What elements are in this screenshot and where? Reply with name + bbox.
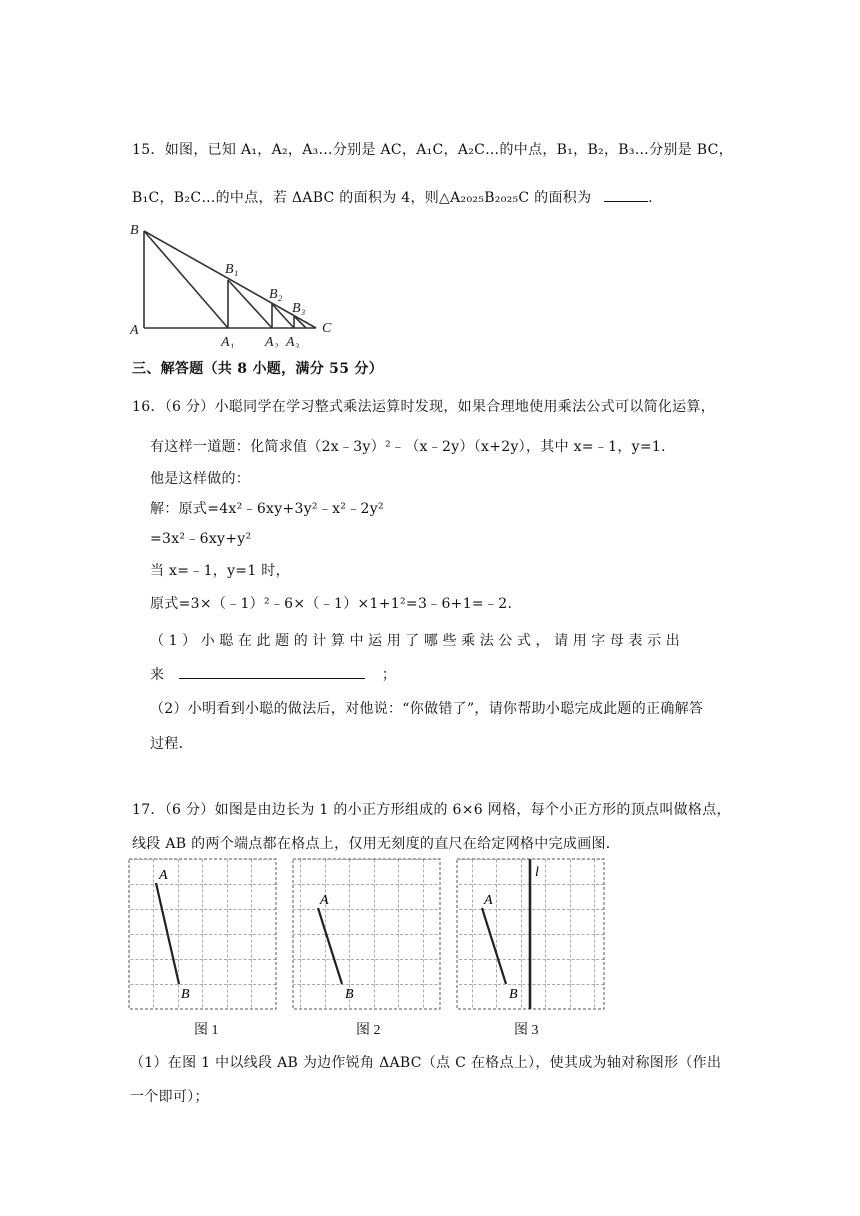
fig-label-c: C <box>322 321 332 336</box>
q17-part1-line2: 一个即可）； <box>130 1089 209 1105</box>
grid-figure-2 <box>293 859 440 1009</box>
q16-line6: 当 x=﹣1，y=1 时， <box>150 563 290 579</box>
fig3-caption: 图 3 <box>514 1023 539 1038</box>
q15-answer-blank[interactable] <box>604 187 648 202</box>
q15-triangle-figure <box>126 218 336 348</box>
grid2-label-a: A <box>320 893 329 908</box>
q16-line9-end: ； <box>381 667 397 683</box>
q16-line8: （1）小聪在此题的计算中运用了哪些乘法公式，请用字母表示出 <box>150 633 685 649</box>
fig2-caption: 图 2 <box>356 1023 381 1038</box>
section-heading: 三、解答题（共 8 小题，满分 55 分） <box>132 361 384 377</box>
q15-line1: 15．如图，已知 A₁，A₂，A₃…分别是 AC，A₁C，A₂C…的中点，B₁，B₂，B₃…分别是 BC， <box>132 142 733 158</box>
q16-line5: =3x²﹣6xy+y² <box>150 531 252 547</box>
fig-label-b: B <box>130 223 139 238</box>
fig-label-a2: A₂ <box>265 335 279 348</box>
grid3-label-l: l <box>535 865 539 880</box>
fig-label-b3: B₃ <box>292 301 306 316</box>
q16-line11: 过程． <box>150 736 193 752</box>
q17-line2: 线段 AB 的两个端点都在格点上，仅用无刻度的直尺在给定网格中完成画图． <box>132 836 621 852</box>
q17-line1: 17．（6 分）如图是由边长为 1 的小正方形组成的 6×6 网格，每个小正方形的顶点叫做格点， <box>132 802 731 818</box>
grid-figure-3 <box>457 859 604 1009</box>
q17-grid-figures <box>120 850 620 1020</box>
q15-line2-text: B₁C，B₂C…的中点，若 ΔABC 的面积为 4，则△A₂₀₂₅B₂₀₂₅C 的面积为 <box>132 190 592 206</box>
grid-figure-1 <box>129 859 276 1009</box>
fig-label-a3: A₃ <box>286 335 300 348</box>
fig-label-a1: A₁ <box>221 335 235 348</box>
fig1-caption: 图 1 <box>194 1023 219 1038</box>
grid1-label-a: A <box>159 868 168 883</box>
grid3-label-b: B <box>509 987 518 1002</box>
q16-line10: （2）小明看到小聪的做法后，对他说：“你做错了”，请你帮助小聪完成此题的正确解答 <box>150 701 704 717</box>
fig-label-a: A <box>130 323 139 338</box>
q15-line2 <box>132 187 653 207</box>
fig-label-b2: B₂ <box>269 287 283 302</box>
grid1-label-b: B <box>181 987 190 1002</box>
q16-answer-blank[interactable] <box>179 664 365 679</box>
q16-line7: 原式=3×（﹣1）²﹣6×（﹣1）×1+1²=3﹣6+1=﹣2． <box>150 596 522 612</box>
q16-line9-text: 来 <box>150 667 165 683</box>
q16-line4: 解：原式=4x²﹣6xy+3y²﹣x²﹣2y² <box>150 501 384 517</box>
grid2-label-b: B <box>345 987 354 1002</box>
fig-label-b1: B₁ <box>225 262 239 277</box>
q17-part1-line1: （1）在图 1 中以线段 AB 为边作锐角 ΔABC（点 C 在格点上），使其成为轴对称图形（作出 <box>130 1055 722 1071</box>
grid3-label-a: A <box>484 893 493 908</box>
q16-line1: 16．（6 分）小聪同学在学习整式乘法运算时发现，如果合理地使用乘法公式可以简化运算， <box>132 399 716 415</box>
q16-line3: 他是这样做的： <box>150 471 251 487</box>
q16-line9 <box>150 664 396 684</box>
q16-line2: 有这样一道题：化简求值（2x﹣3y）²﹣（x﹣2y）（x+2y），其中 x=﹣1，y=1． <box>150 439 676 455</box>
q15-line2-end: . <box>648 190 653 206</box>
